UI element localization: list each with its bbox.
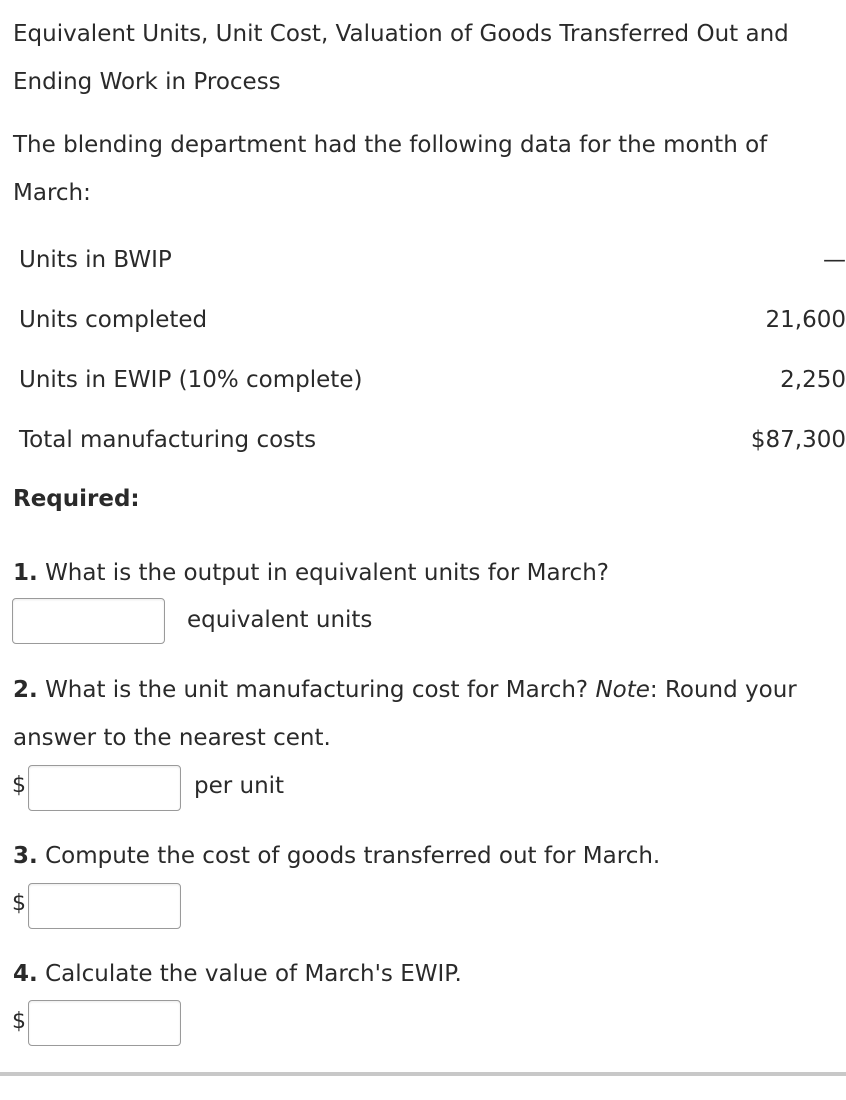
question-number: 4. xyxy=(13,961,38,987)
question-number: 2. xyxy=(13,677,38,703)
data-row-bwip xyxy=(19,230,846,290)
question-number: 3. xyxy=(13,843,38,869)
question-text: What is the unit manufacturing cost for March? xyxy=(45,677,596,703)
dollar-sign: $ xyxy=(12,891,26,916)
question-4 xyxy=(13,961,846,987)
question-2 xyxy=(13,666,846,762)
question-text: Compute the cost of goods transferred out for March. xyxy=(45,843,661,869)
per-unit-label: per unit xyxy=(194,773,285,799)
note-text: : Round your answer to the nearest cent. xyxy=(13,677,797,751)
question-number: 1. xyxy=(13,560,38,586)
required-heading: Required: xyxy=(13,486,140,512)
data-row-total-costs xyxy=(19,410,846,470)
question-1 xyxy=(13,560,846,586)
equivalent-units-label: equivalent units xyxy=(187,607,373,633)
data-row-value: 2,250 xyxy=(780,367,846,393)
question-text: Calculate the value of March's EWIP. xyxy=(45,961,462,987)
data-table xyxy=(19,230,846,470)
data-row-units-completed xyxy=(19,290,846,350)
problem-intro: The blending department had the following data for the month of March: xyxy=(13,132,768,206)
equivalent-units-input[interactable] xyxy=(12,598,165,644)
question-3 xyxy=(13,843,846,869)
bottom-divider xyxy=(0,1072,846,1076)
dollar-sign: $ xyxy=(12,1009,26,1034)
problem-title: Equivalent Units, Unit Cost, Valuation of Goods Transferred Out and Ending Work in Process xyxy=(13,21,789,95)
unit-cost-input[interactable] xyxy=(28,765,181,811)
data-row-value: $87,300 xyxy=(750,427,846,453)
data-row-value: — xyxy=(823,247,846,273)
data-row-label: Units in BWIP xyxy=(19,247,172,273)
ewip-value-input[interactable] xyxy=(28,1000,181,1046)
cost-transferred-out-input[interactable] xyxy=(28,883,181,929)
note-label: Note xyxy=(595,677,650,703)
data-row-label: Units in EWIP (10% complete) xyxy=(19,367,363,393)
data-row-label: Total manufacturing costs xyxy=(19,427,317,453)
question-text: What is the output in equivalent units for March? xyxy=(45,560,609,586)
data-row-value: 21,600 xyxy=(765,307,846,333)
data-row-ewip xyxy=(19,350,846,410)
data-row-label: Units completed xyxy=(19,307,208,333)
dollar-sign: $ xyxy=(12,773,26,798)
